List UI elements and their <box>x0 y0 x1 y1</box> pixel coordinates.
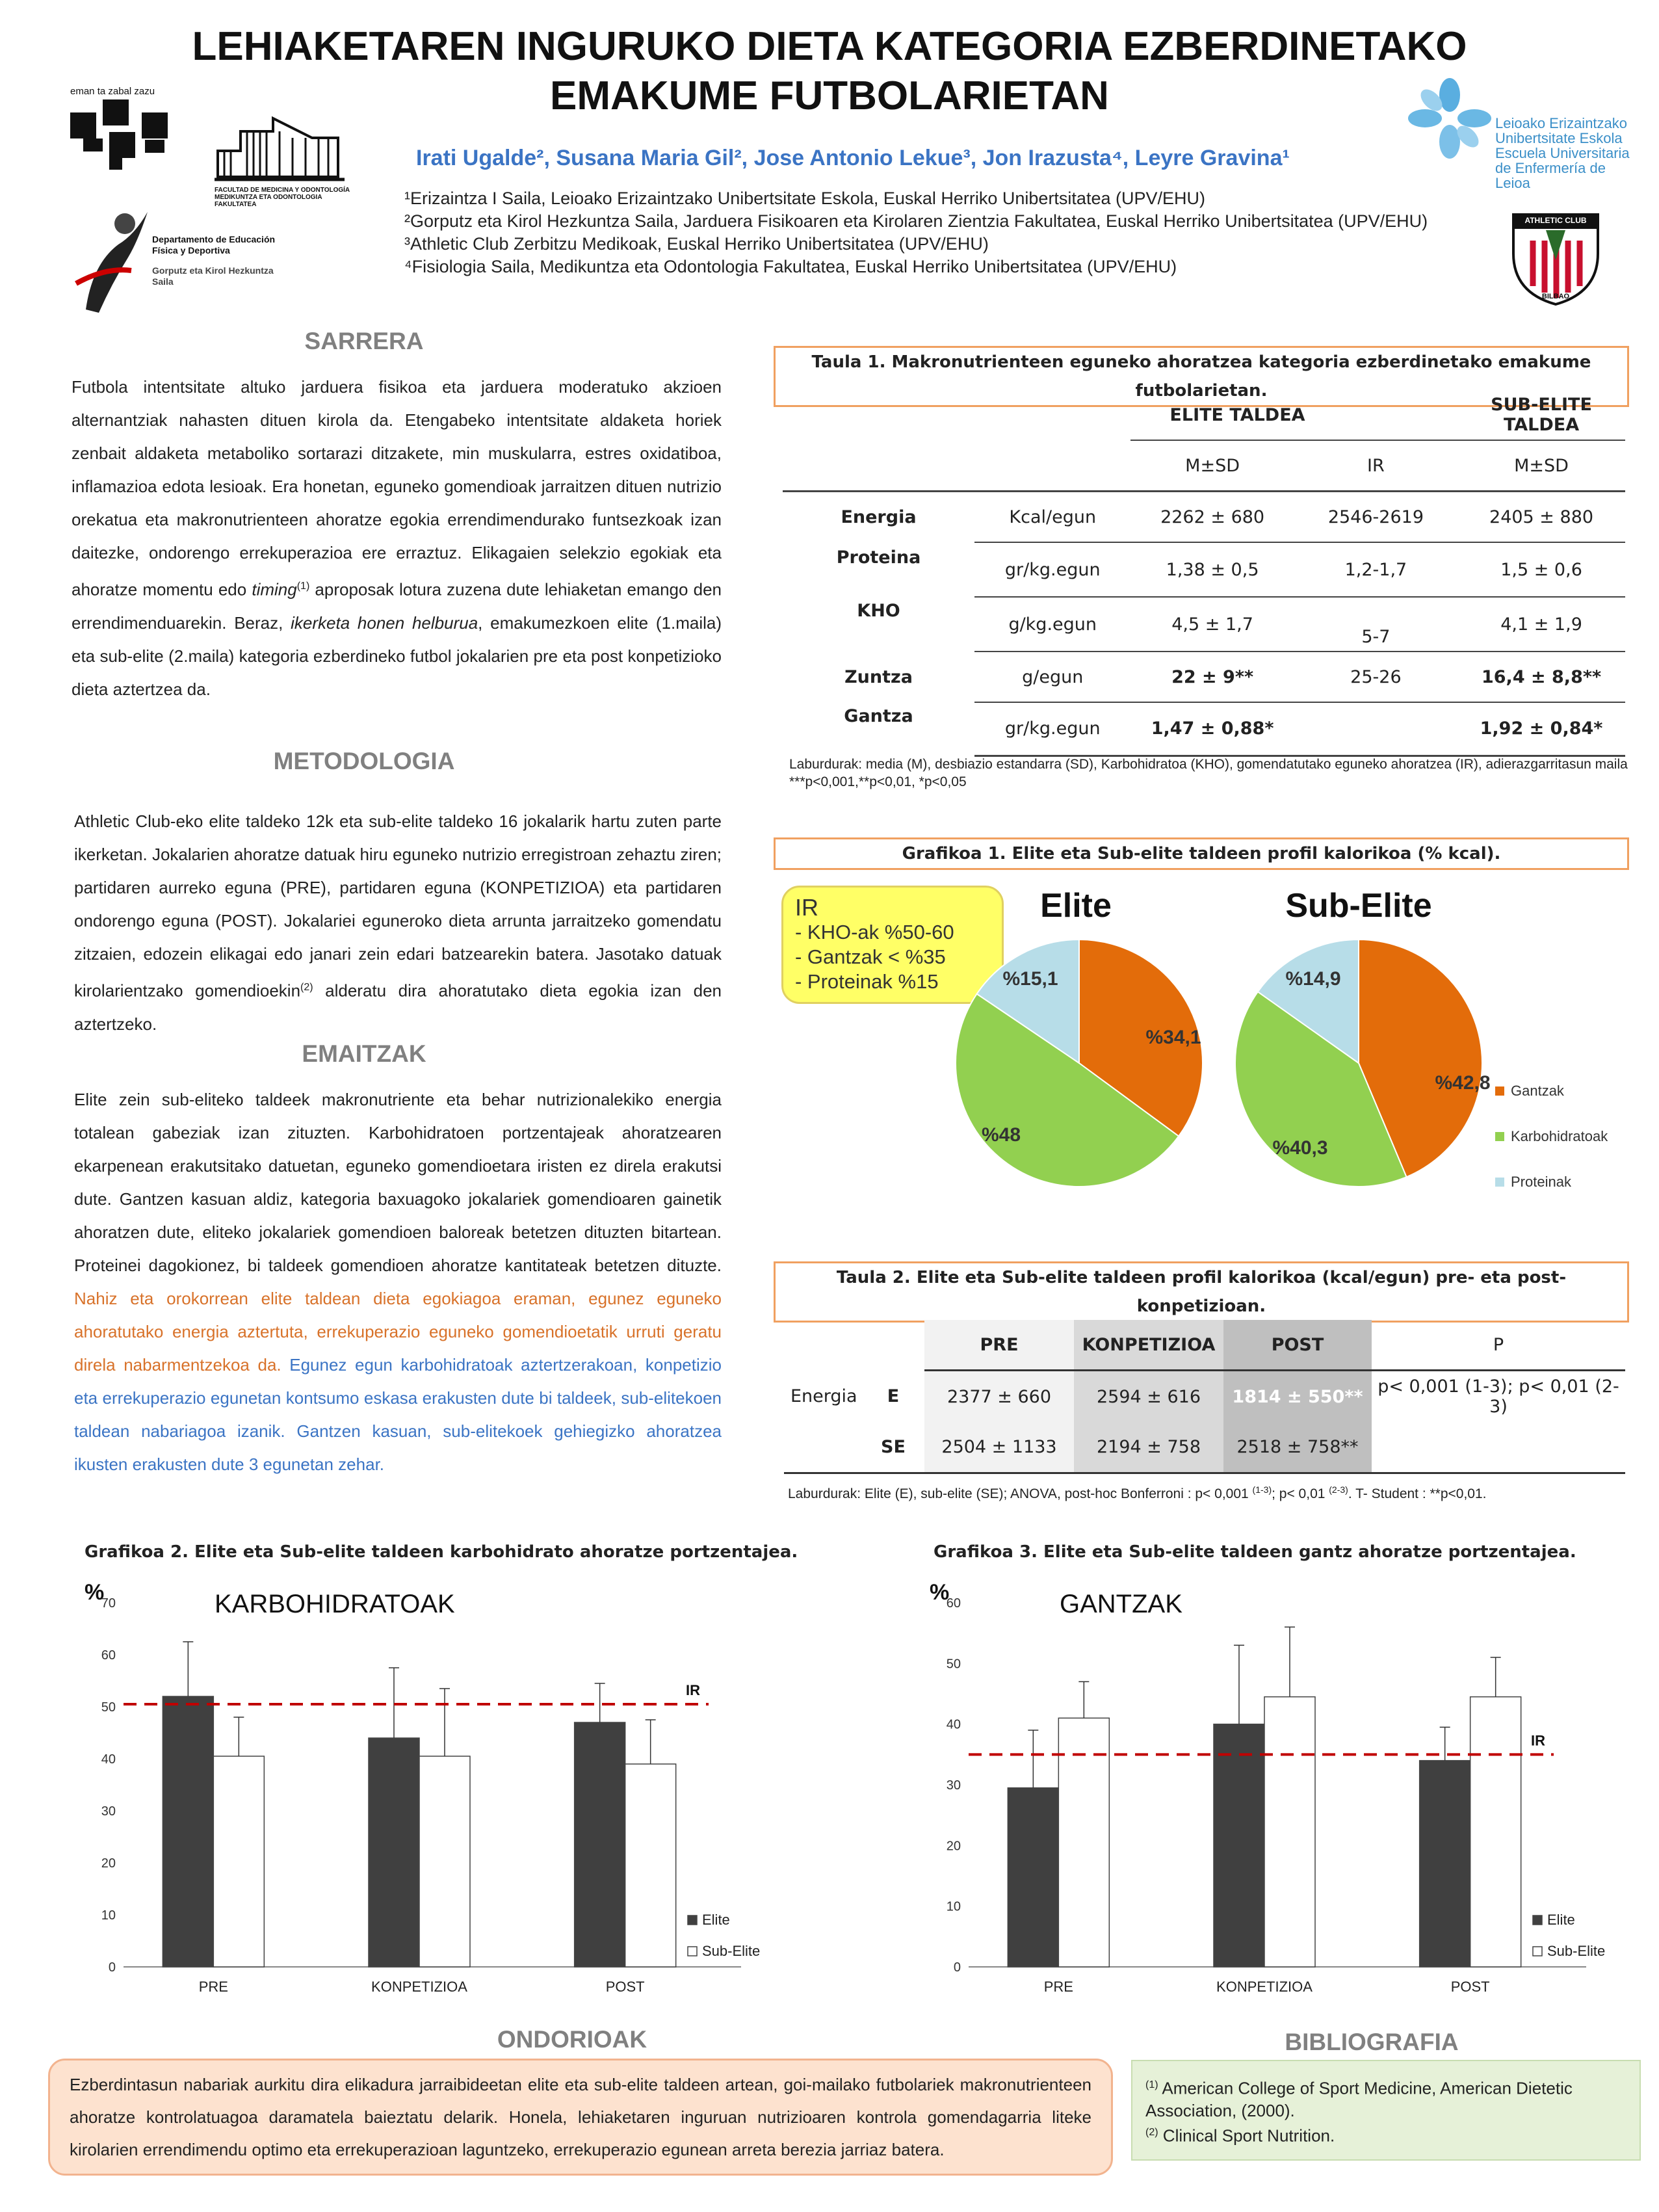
taula1-col-msd1: M±SD <box>1130 440 1294 492</box>
y-tick-label: 10 <box>101 1908 116 1923</box>
upv-ehu-logo <box>70 86 181 174</box>
legend-swatch-sub-elite <box>688 1947 697 1956</box>
y-axis-label: % <box>85 1580 105 1605</box>
faculty-logo <box>215 112 364 208</box>
metodologia-ref2: (2) <box>300 982 313 993</box>
taula1-group-sub: SUB-ELITE TALDEA <box>1457 390 1625 440</box>
metodologia-text-1: Athletic Club-eko elite taldeko 12k eta sub-elite taldeko 16 jokalarik hartu zuten parte ikerketan. Jokalarien ahoratze datuak hiru eguneko nutrizio erregistroan zehaztu ziren; partidaren aurreko eguna (PRE), partidaren eguna (KONPETIZIOA) eta partidaren ondorengo eguna (POST). Jokalariei eguneroko dieta arrunta jarraitzeko gomendatu zitzaien, edozein elikagai edo janari zein edari batzearekin batera. Jasotako datuak kirolarientzako gomendioekin <box>74 811 722 1001</box>
y-tick-label: 50 <box>101 1700 116 1715</box>
pie-title: Elite <box>1040 887 1112 925</box>
ir-note-title: IR <box>795 894 818 921</box>
bibliografia-item-2 <box>1145 2122 1626 2147</box>
bar-elite <box>1420 1761 1470 1967</box>
taula2-row-p: p< 0,001 (1-3); p< 0,01 (2-3) <box>1378 1376 1619 1417</box>
leioa-text-2: Unibertsitate Eskola <box>1495 130 1623 146</box>
legend-swatch-gantzak <box>1495 1086 1504 1096</box>
taula1-row-energia <box>783 492 1625 543</box>
taula1-row-name: KHO <box>857 601 900 621</box>
legend-swatch-elite <box>688 1916 697 1925</box>
sarrera-timing: timing <box>252 579 297 599</box>
bar-elite <box>575 1722 625 1967</box>
bar-sub-elite <box>1470 1697 1521 1967</box>
y-tick-label: 10 <box>946 1899 961 1914</box>
y-axis-label: % <box>930 1580 950 1605</box>
x-tick-label: PRE <box>198 1979 228 1995</box>
taula1-row-ir: 25-26 <box>1294 652 1457 702</box>
y-tick-label: 0 <box>953 1960 961 1975</box>
grafikoa3-bar-chart <box>910 1573 1658 2016</box>
y-tick-label: 40 <box>946 1717 961 1732</box>
taula2-note <box>788 1481 1626 1503</box>
bar-elite <box>1008 1788 1058 1967</box>
bibliografia-ref-1: (1) <box>1145 2079 1158 2090</box>
faculty-text-2: MEDIKUNTZA ETA ODONTOLOGIA FAKULTATEA <box>215 194 322 208</box>
y-tick-label: 30 <box>101 1804 116 1819</box>
emaitzak-heading: EMAITZAK <box>302 1040 426 1067</box>
leioa-school-logo <box>1404 70 1638 191</box>
taula1-row-elite: 1,47 ± 0,88* <box>1130 702 1294 756</box>
bibliografia-box <box>1131 2060 1641 2161</box>
legend-swatch-elite <box>1533 1916 1542 1925</box>
sarrera-text-3: , emakumezkoen elite (1.maila) eta sub-elite (2.maila) kategoria ezberdineko futbol jokalarien pre eta post konpetizioko dieta aztertzea da. <box>72 612 722 699</box>
bar-elite <box>369 1738 419 1967</box>
y-tick-label: 50 <box>946 1657 961 1672</box>
bibliografia-ref-2: (2) <box>1145 2126 1158 2138</box>
pie-data-label: %48 <box>981 1124 1021 1146</box>
bar-sub-elite <box>419 1756 470 1967</box>
sarrera-text-1: Futbola intentsitate altuko jarduera fisikoa eta jarduera moderatuko akzioen alternantziak nahasten dituen kirola da. Etengabeko intentsitate aldaketa horiek zenbait aldaketa metaboliko sortarazi ditzakete, min muskularra, estres oxidatiboa, inflamazioa edota lesioak. Era honetan, eguneko gomendioak jarraitzen dituen nutrizio orekatua eta makronutrienteen ahoratze egokia errendimendurako funtsezkoak izan daitezke, ondorengo errekuperazioa ere erraztuz. Elikagaien selekzio egokiak eta ahoratze momentu edo <box>72 377 722 599</box>
taula1-row-sub: 1,92 ± 0,84* <box>1457 702 1625 756</box>
affiliation-2: ²Gorputz eta Kirol Hezkuntza Saila, Jarduera Fisikoaren eta Kirolaren Zientzia Fakultatea, Euskal Herriko Unibertsitatea (UPV/EHU) <box>404 211 1428 231</box>
legend-label-karbohidratoak: Karbohidratoak <box>1511 1128 1608 1144</box>
taula2-note-a: Laburdurak: Elite (E), sub-elite (SE); ANOVA, post-hoc Bonferroni : p< 0,001 <box>788 1486 1253 1501</box>
faculty-building-icon <box>215 112 358 183</box>
leioa-text <box>1495 116 1638 191</box>
department-text-1: Departamento de Educación Física y Deportiva <box>152 234 276 256</box>
legend-label-gantzak: Gantzak <box>1511 1083 1564 1099</box>
taula1-row-elite: 4,5 ± 1,7 <box>1130 597 1294 652</box>
x-tick-label: KONPETIZIOA <box>371 1979 467 1995</box>
taula1-row-zuntza <box>783 652 1625 702</box>
bar-chart-title: GANTZAK <box>1060 1590 1182 1618</box>
legend-swatch-sub-elite <box>1533 1947 1542 1956</box>
taula2-row-konp: 2594 ± 616 <box>1074 1371 1223 1423</box>
ir-reference-label: IR <box>686 1682 700 1698</box>
leioa-text-1: Leioako Erizaintzako <box>1495 115 1628 131</box>
taula1-row-gantza <box>783 702 1625 756</box>
taula2-row-group: E <box>887 1386 900 1406</box>
taula1-row-unit: gr/kg.egun <box>974 542 1130 597</box>
taula1-row-unit: Kcal/egun <box>974 492 1130 543</box>
title-line-1: LEHIAKETAREN INGURUKO DIETA KATEGORIA EZBERDINETAKO <box>192 24 1467 69</box>
taula1-row-sub: 4,1 ± 1,9 <box>1457 597 1625 652</box>
taula1-row-sub: 1,5 ± 0,6 <box>1457 542 1625 597</box>
emaitzak-text-1: Elite zein sub-eliteko taldeek makronutriente eta behar nutrizionalekiko energia totalean gabeziak izan zituzten. Karbohidratoen portzentajeak ahoratzearen ekarpenean erakutsitako datuetan, eguneko gomendioetara iristen ez direla erakutsi dute. Gantzen kasuan aldiz, kategoria baxuagoko jokalariek gomendioaren gainetik ahoratzen dute, eliteko jokalariek gomendioen baloreak betetzen dituzten bitartean. Proteinei dagokionez, bi taldeek gomendioen ahoratze kantitateak betetzen dituzte. <box>74 1090 722 1275</box>
faculty-text-1: FACULTAD DE MEDICINA Y ODONTOLOGÍA <box>215 187 350 194</box>
taula2-row-pre: 2504 ± 1133 <box>924 1423 1074 1473</box>
athlete-silhouette-icon <box>73 205 157 316</box>
emaitzak-text-orange: Nahiz eta orokorrean elite taldean dieta egokiagoa eraman, egunez eguneko ahoratutako energia aztertuta, errekuperazio eguneko gomendioetatik urruti geratu direla nabarmentzekoa da. <box>74 1289 722 1375</box>
taula1-note: Laburdurak: media (M), desbiazio estandarra (SD), Karbohidratoa (KHO), gomendatutako eguneko ahoratzea (IR), adierazgarritasun maila ***p<0,001,**p<0,01, *p<0,05 <box>789 757 1628 789</box>
ondorioak-box <box>48 2059 1113 2176</box>
y-tick-label: 20 <box>101 1856 116 1871</box>
upv-ehu-emblem-icon <box>70 99 181 171</box>
taula1-row-name: Proteina <box>836 547 921 568</box>
upv-motto: eman ta zabal zazu <box>70 86 155 97</box>
leioa-text-3: Escuela Universitaria <box>1495 145 1630 161</box>
pie-data-label: %14,9 <box>1285 968 1341 990</box>
affiliation-3: ³Athletic Club Zerbitzu Medikoak, Euskal Herriko Unibertsitatea (UPV/EHU) <box>404 234 989 254</box>
legend-label-sub-elite: Sub-Elite <box>702 1943 761 1959</box>
leioa-flower-icon <box>1404 77 1495 161</box>
taula1-row-unit: g/kg.egun <box>974 597 1130 652</box>
taula1-row-unit: g/egun <box>974 652 1130 702</box>
y-tick-label: 60 <box>946 1596 961 1611</box>
taula2-row-elite <box>784 1371 1625 1423</box>
affiliations <box>404 187 1428 278</box>
athletic-top-text: ATHLETIC CLUB <box>1524 216 1587 225</box>
taula2-row-p <box>1372 1423 1625 1473</box>
x-tick-label: PRE <box>1043 1979 1073 1995</box>
department-logo <box>73 205 281 316</box>
taula2-note-b: ; p< 0,01 <box>1272 1486 1329 1501</box>
taula2-row-konp: 2194 ± 758 <box>1074 1423 1223 1473</box>
sarrera-ref1: (1) <box>296 581 310 592</box>
taula1-col-msd2: M±SD <box>1457 440 1625 492</box>
bar-elite <box>1214 1724 1264 1967</box>
bar-sub-elite <box>1264 1697 1315 1967</box>
sarrera-aim: ikerketa honen helburua <box>291 612 478 633</box>
ir-note-line-3: - Proteinak %15 <box>795 970 939 993</box>
pie-data-label: %40,3 <box>1272 1137 1328 1159</box>
taula2-table <box>784 1320 1625 1474</box>
taula1-caption: Taula 1. Makronutrienteen eguneko ahoratzea kategoria ezberdinetako emakume futbolarietan. <box>774 346 1629 407</box>
ondorioak-heading: ONDORIOAK <box>497 2026 647 2053</box>
legend-label-proteinak: Proteinak <box>1511 1174 1571 1190</box>
sarrera-text-2: aproposak lotura zuzena dute lehiaketan emango den errendimenduarekin. Beraz, <box>72 579 722 633</box>
taula1-group-elite: ELITE TALDEA <box>1130 390 1457 440</box>
taula2-row-post: 1814 ± 550** <box>1223 1371 1372 1423</box>
y-tick-label: 40 <box>101 1752 116 1767</box>
y-tick-label: 20 <box>946 1839 961 1854</box>
athletic-bottom-text: BILBAO <box>1541 293 1570 300</box>
pie-data-label: %42,8 <box>1435 1072 1491 1094</box>
x-tick-label: KONPETIZIOA <box>1216 1979 1313 1995</box>
taula1-row-ir: 1,2-1,7 <box>1294 542 1457 597</box>
y-tick-label: 60 <box>101 1648 116 1663</box>
taula2-row-sub-elite <box>784 1423 1625 1473</box>
pie-data-label: %34,1 <box>1145 1027 1201 1048</box>
affiliation-1: ¹Erizaintza I Saila, Leioako Erizaintzako Unibertsitate Eskola, Euskal Herriko Unibertsitatea (UPV/EHU) <box>404 189 1205 208</box>
taula1-row-unit: gr/kg.egun <box>974 702 1130 756</box>
sarrera-text <box>72 371 722 706</box>
grafikoa3-caption: Grafikoa 3. Elite eta Sub-elite taldeen gantz ahoratze portzentajea. <box>934 1542 1576 1562</box>
taula2-caption: Taula 2. Elite eta Sub-elite taldeen profil kalorikoa (kcal/egun) pre- eta post-konpetizioan. <box>774 1261 1629 1323</box>
x-tick-label: POST <box>605 1979 645 1995</box>
y-tick-label: 0 <box>108 1960 116 1975</box>
emaitzak-text <box>74 1083 722 1481</box>
y-tick-label: 30 <box>946 1778 961 1793</box>
taula1 <box>783 390 1625 757</box>
grafikoa2-caption: Grafikoa 2. Elite eta Sub-elite taldeen karbohidrato ahoratze portzentajea. <box>85 1542 798 1562</box>
authors: Irati Ugalde², Susana Maria Gil², Jose Antonio Lekue³, Jon Irazusta⁴, Leyre Gravina¹ <box>416 146 1290 170</box>
taula1-col-ir: IR <box>1294 440 1457 492</box>
ir-reference-label: IR <box>1531 1732 1545 1749</box>
taula1-row-sub: 2405 ± 880 <box>1457 492 1625 543</box>
sarrera-heading: SARRERA <box>304 328 424 354</box>
bibliografia-text-1: American College of Sport Medicine, American Dietetic Association, (2000). <box>1145 2078 1573 2120</box>
bar-chart-title: KARBOHIDRATOAK <box>215 1590 455 1618</box>
taula1-row-kho <box>783 597 1625 652</box>
legend-swatch-proteinak <box>1495 1178 1504 1187</box>
taula2 <box>784 1320 1625 1474</box>
legend-swatch-karbohidratoak <box>1495 1132 1504 1141</box>
taula2-col-pre: PRE <box>924 1320 1074 1371</box>
taula2-row-post: 2518 ± 758** <box>1223 1423 1372 1473</box>
bibliografia-item-1 <box>1145 2074 1626 2122</box>
taula2-row-pre: 2377 ± 660 <box>924 1371 1074 1423</box>
y-tick-label: 70 <box>101 1596 116 1611</box>
taula2-col-post: POST <box>1223 1320 1372 1371</box>
taula2-note-s2: (2-3) <box>1329 1484 1348 1495</box>
taula1-row-elite: 22 ± 9** <box>1130 652 1294 702</box>
grafikoa1-caption: Grafikoa 1. Elite eta Sub-elite taldeen profil kalorikoa (% kcal). <box>774 837 1629 870</box>
leioa-text-4: de Enfermería de Leioa <box>1495 160 1606 191</box>
taula1-row-proteina <box>783 542 1625 597</box>
title-line-2: EMAKUME FUTBOLARIETAN <box>550 73 1109 118</box>
taula1-row-name: Zuntza <box>844 666 913 687</box>
taula2-note-c: . T- Student : **p<0,01. <box>1348 1486 1487 1501</box>
bar-elite <box>163 1696 213 1967</box>
department-text-2: Gorputz eta Kirol Hezkuntza Saila <box>152 265 274 287</box>
metodologia-text <box>74 805 722 1041</box>
bibliografia-heading: BIBLIOGRAFIA <box>1285 2029 1459 2055</box>
bar-sub-elite <box>625 1764 676 1967</box>
taula2-row-group: SE <box>862 1423 924 1473</box>
ir-note-line-1: - KHO-ak %50-60 <box>795 921 954 943</box>
ondorioak-text: Ezberdintasun nabariak aurkitu dira elikadura jarraibideetan elite eta sub-elite taldeen artean, goi-mailako futbolariek makronutrienteen ahoratze kontrolatuagoa daramatela baieztatu delarik. Honela, lehiaketaren inguruan nutrizioaren kontrola gomendagarria liteke kirolarien errendimendu optimo eta errekuperazioan laguntzeko, errekuperazio egunean arreta berezia jarriaz batera. <box>70 2075 1091 2159</box>
x-tick-label: POST <box>1450 1979 1490 1995</box>
emaitzak-text-blue: Egunez egun karbohidratoak aztertzerakoan, konpetizio eta errekuperazio egunetan kontsumo eskasa erakusten dute bi taldeek, sub-elitekoen taldean nabariagoa izanik. Gantzen kasuan, sub-elitekoek gehiegizko ahoratzea ikusten erakusten dute 3 egunetan zehar. <box>74 1355 722 1474</box>
taula1-row-ir: 5-7 <box>1294 597 1457 652</box>
metodologia-heading: METODOLOGIA <box>273 748 455 774</box>
taula1-row-sub: 16,4 ± 8,8** <box>1457 652 1625 702</box>
taula1-row-ir: 2546-2619 <box>1294 492 1457 543</box>
taula1-row-ir <box>1294 702 1457 756</box>
metodologia-text-2: alderatu dira ahoratutako dieta egokia izan den aztertzeko. <box>74 981 722 1034</box>
taula1-row-name: Gantza <box>844 706 913 726</box>
athletic-club-logo <box>1507 202 1604 306</box>
taula1-table <box>783 390 1625 757</box>
taula2-note-s1: (1-3) <box>1252 1484 1272 1495</box>
taula2-col-konp: KONPETIZIOA <box>1074 1320 1223 1371</box>
taula1-row-name: Energia <box>841 507 917 527</box>
legend-label-elite: Elite <box>1547 1912 1575 1928</box>
legend-label-sub-elite: Sub-Elite <box>1547 1943 1606 1959</box>
taula1-row-elite: 2262 ± 680 <box>1130 492 1294 543</box>
affiliation-4: ⁴Fisiologia Saila, Medikuntza eta Odontologia Fakultatea, Euskal Herriko Unibertsitatea (UPV/EHU) <box>404 257 1177 276</box>
legend-label-elite: Elite <box>702 1912 730 1928</box>
bar-sub-elite <box>213 1756 264 1967</box>
pie-title: Sub-Elite <box>1285 887 1432 925</box>
ir-note-line-2: - Gantzak < %35 <box>795 945 946 968</box>
taula2-row-label: Energia <box>790 1386 857 1406</box>
pie-data-label: %15,1 <box>1002 968 1058 990</box>
taula2-col-p: P <box>1372 1320 1625 1371</box>
bibliografia-text-2: Clinical Sport Nutrition. <box>1158 2126 1335 2146</box>
grafikoa2-bar-chart <box>65 1573 813 2016</box>
taula1-row-elite: 1,38 ± 0,5 <box>1130 542 1294 597</box>
grafikoa1-pie-charts <box>936 871 1651 1235</box>
